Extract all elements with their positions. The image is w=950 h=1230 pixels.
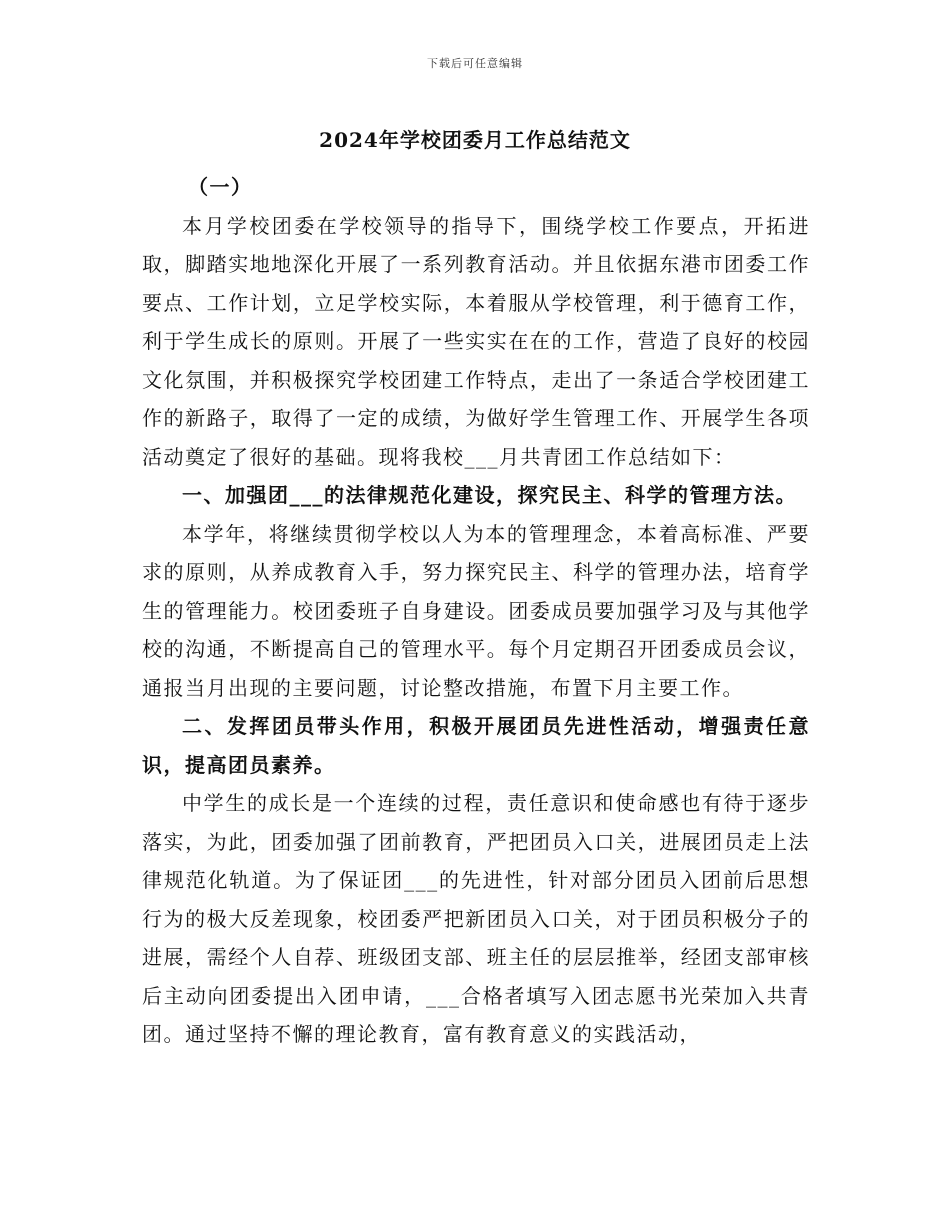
document-title: 2024年学校团委月工作总结范文 [319, 128, 631, 152]
section-heading-2: 二、发挥团员带头作用，积极开展团员先进性活动，增强责任意识，提高团员素养。 [142, 714, 810, 777]
page-header-note: 下载后可任意编辑 [427, 57, 523, 70]
paragraph-intro: 本月学校团委在学校领导的指导下，围绕学校工作要点，开拓进取，脚踏实地地深化开展了一系列教育活动。并且依据东港市团委工作要点、工作计划，立足学校实际，本着服从学校管理，利于德育工作，利于学生成长的原则。开展了一些实实在在的工作，营造了良好的校园文化氛围，并积极探究学校团建工作特点，走出了一条适合学校团建工作的新路子，取得了一定的成绩，为做好学生管理工作、开展学生各项活动奠定了很好的基础。现将我校___月共青团工作总结如下： [142, 213, 810, 469]
paragraph-section-2: 中学生的成长是一个连续的过程，责任意识和使命感也有待于逐步落实，为此，团委加强了团前教育，严把团员入口关，进展团员走上法律规范化轨道。为了保证团___的先进性，针对部分团员入团前后思想行为的极大反差现象，校团委严把新团员入口关，对于团员积极分子的进展，需经个人自荐、班级团支部、班主任的层层推举，经团支部审核后主动向团委提出入团申请，___合格者填写入团志愿书光荣加入共青团。通过坚持不懈的理论教育，富有教育意义的实践活动， [142, 791, 810, 1046]
section-number: （一） [188, 175, 253, 199]
document-body [142, 168, 810, 1054]
section-heading-1: 一、加强团___的法律规范化建设，探究民主、科学的管理方法。 [182, 483, 797, 507]
paragraph-section-1: 本学年，将继续贯彻学校以人为本的管理理念，本着高标准、严要求的原则，从养成教育入手，努力探究民主、科学的管理办法，培育学生的管理能力。校团委班子自身建设。团委成员要加强学习及与其他学校的沟通，不断提高自己的管理水平。每个月定期召开团委成员会议，通报当月出现的主要问题，讨论整改措施，布置下月主要工作。 [142, 521, 810, 700]
